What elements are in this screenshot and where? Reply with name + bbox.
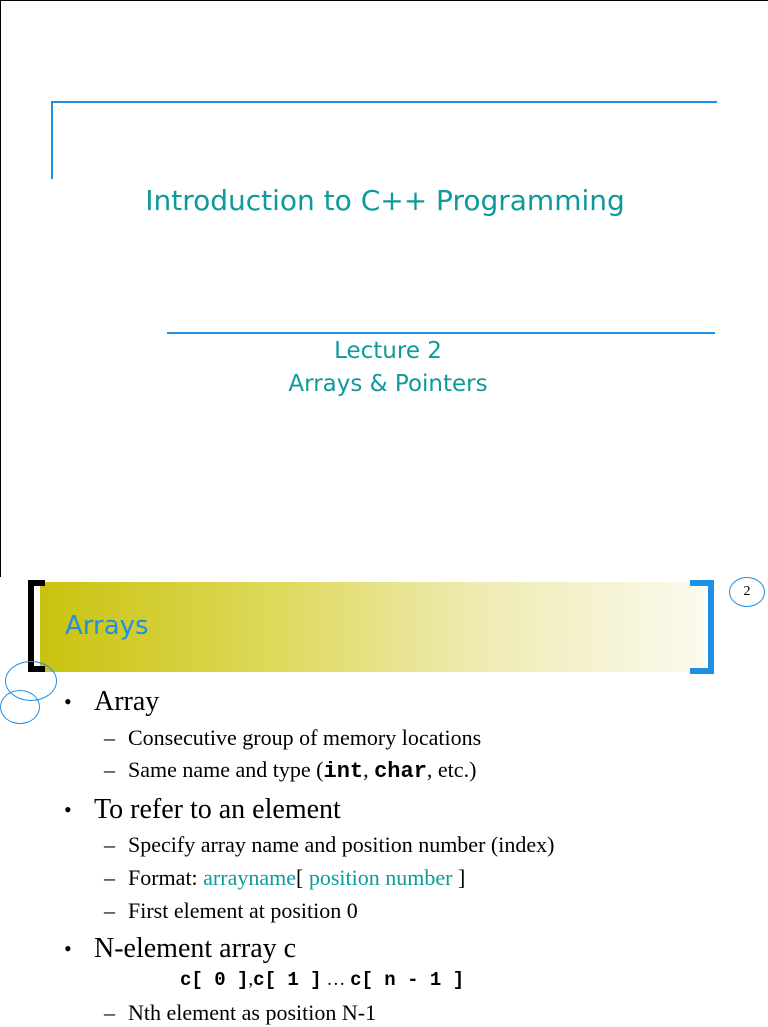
sub-bullet-dash: – [104, 1000, 115, 1025]
right-bracket-decoration [690, 580, 714, 674]
arrayname-term: arrayname [203, 865, 296, 890]
slide-title: Introduction to C++ Programming [145, 184, 625, 217]
lecture-topic: Arrays & Pointers [288, 371, 488, 397]
position-number-term: position number [308, 865, 453, 890]
sub-bullet-text: First element at position 0 [128, 898, 358, 923]
sub-bullet-dash: – [104, 725, 115, 750]
arrays-slide [0, 577, 768, 1024]
text-segment: ] [452, 865, 466, 890]
sub-bullet-text [128, 756, 476, 786]
sub-bullet-dash: – [104, 832, 115, 857]
bullet-text: N-element array c [94, 933, 297, 964]
text-segment: Format: [128, 865, 204, 890]
text-segment: , etc.) [426, 757, 477, 782]
sub-bullet-dash: – [104, 757, 115, 782]
text-segment: Same name and type ( [128, 757, 324, 782]
text-segment: , [363, 757, 375, 782]
bullet-text: Array [94, 686, 160, 717]
bullet-dot: • [64, 689, 72, 714]
sub-bullet-dash: – [104, 865, 115, 890]
page-number: 2 [729, 577, 765, 607]
slide-heading: Arrays [65, 611, 149, 641]
frame-left-line [51, 101, 53, 179]
lecture-number: Lecture 2 [334, 338, 442, 364]
code-int: int [323, 759, 364, 784]
circle-decoration [0, 690, 40, 724]
frame-top-line [51, 101, 717, 103]
subtitle-rule [167, 332, 715, 334]
sub-bullet-text: Nth element as position N-1 [128, 1000, 377, 1025]
bullet-text: To refer to an element [94, 794, 341, 825]
code-element: c[ n - 1 ] [350, 969, 465, 991]
code-element: c[ 1 ] [253, 969, 322, 991]
sub-bullet-text [128, 864, 465, 892]
text-segment: [ [296, 865, 309, 890]
left-bracket-decoration [28, 580, 45, 672]
bullet-dot: • [64, 936, 72, 961]
array-elements-code [180, 969, 464, 991]
text-segment: … [321, 969, 351, 990]
text-segment: , [248, 969, 254, 990]
sub-bullet-text: Consecutive group of memory locations [128, 725, 482, 750]
code-element: c[ 0 ] [180, 969, 249, 991]
code-char: char [374, 759, 427, 784]
sub-bullet-text: Specify array name and position number (index) [128, 832, 555, 857]
bullet-dot: • [64, 797, 72, 822]
sub-bullet-dash: – [104, 898, 115, 923]
